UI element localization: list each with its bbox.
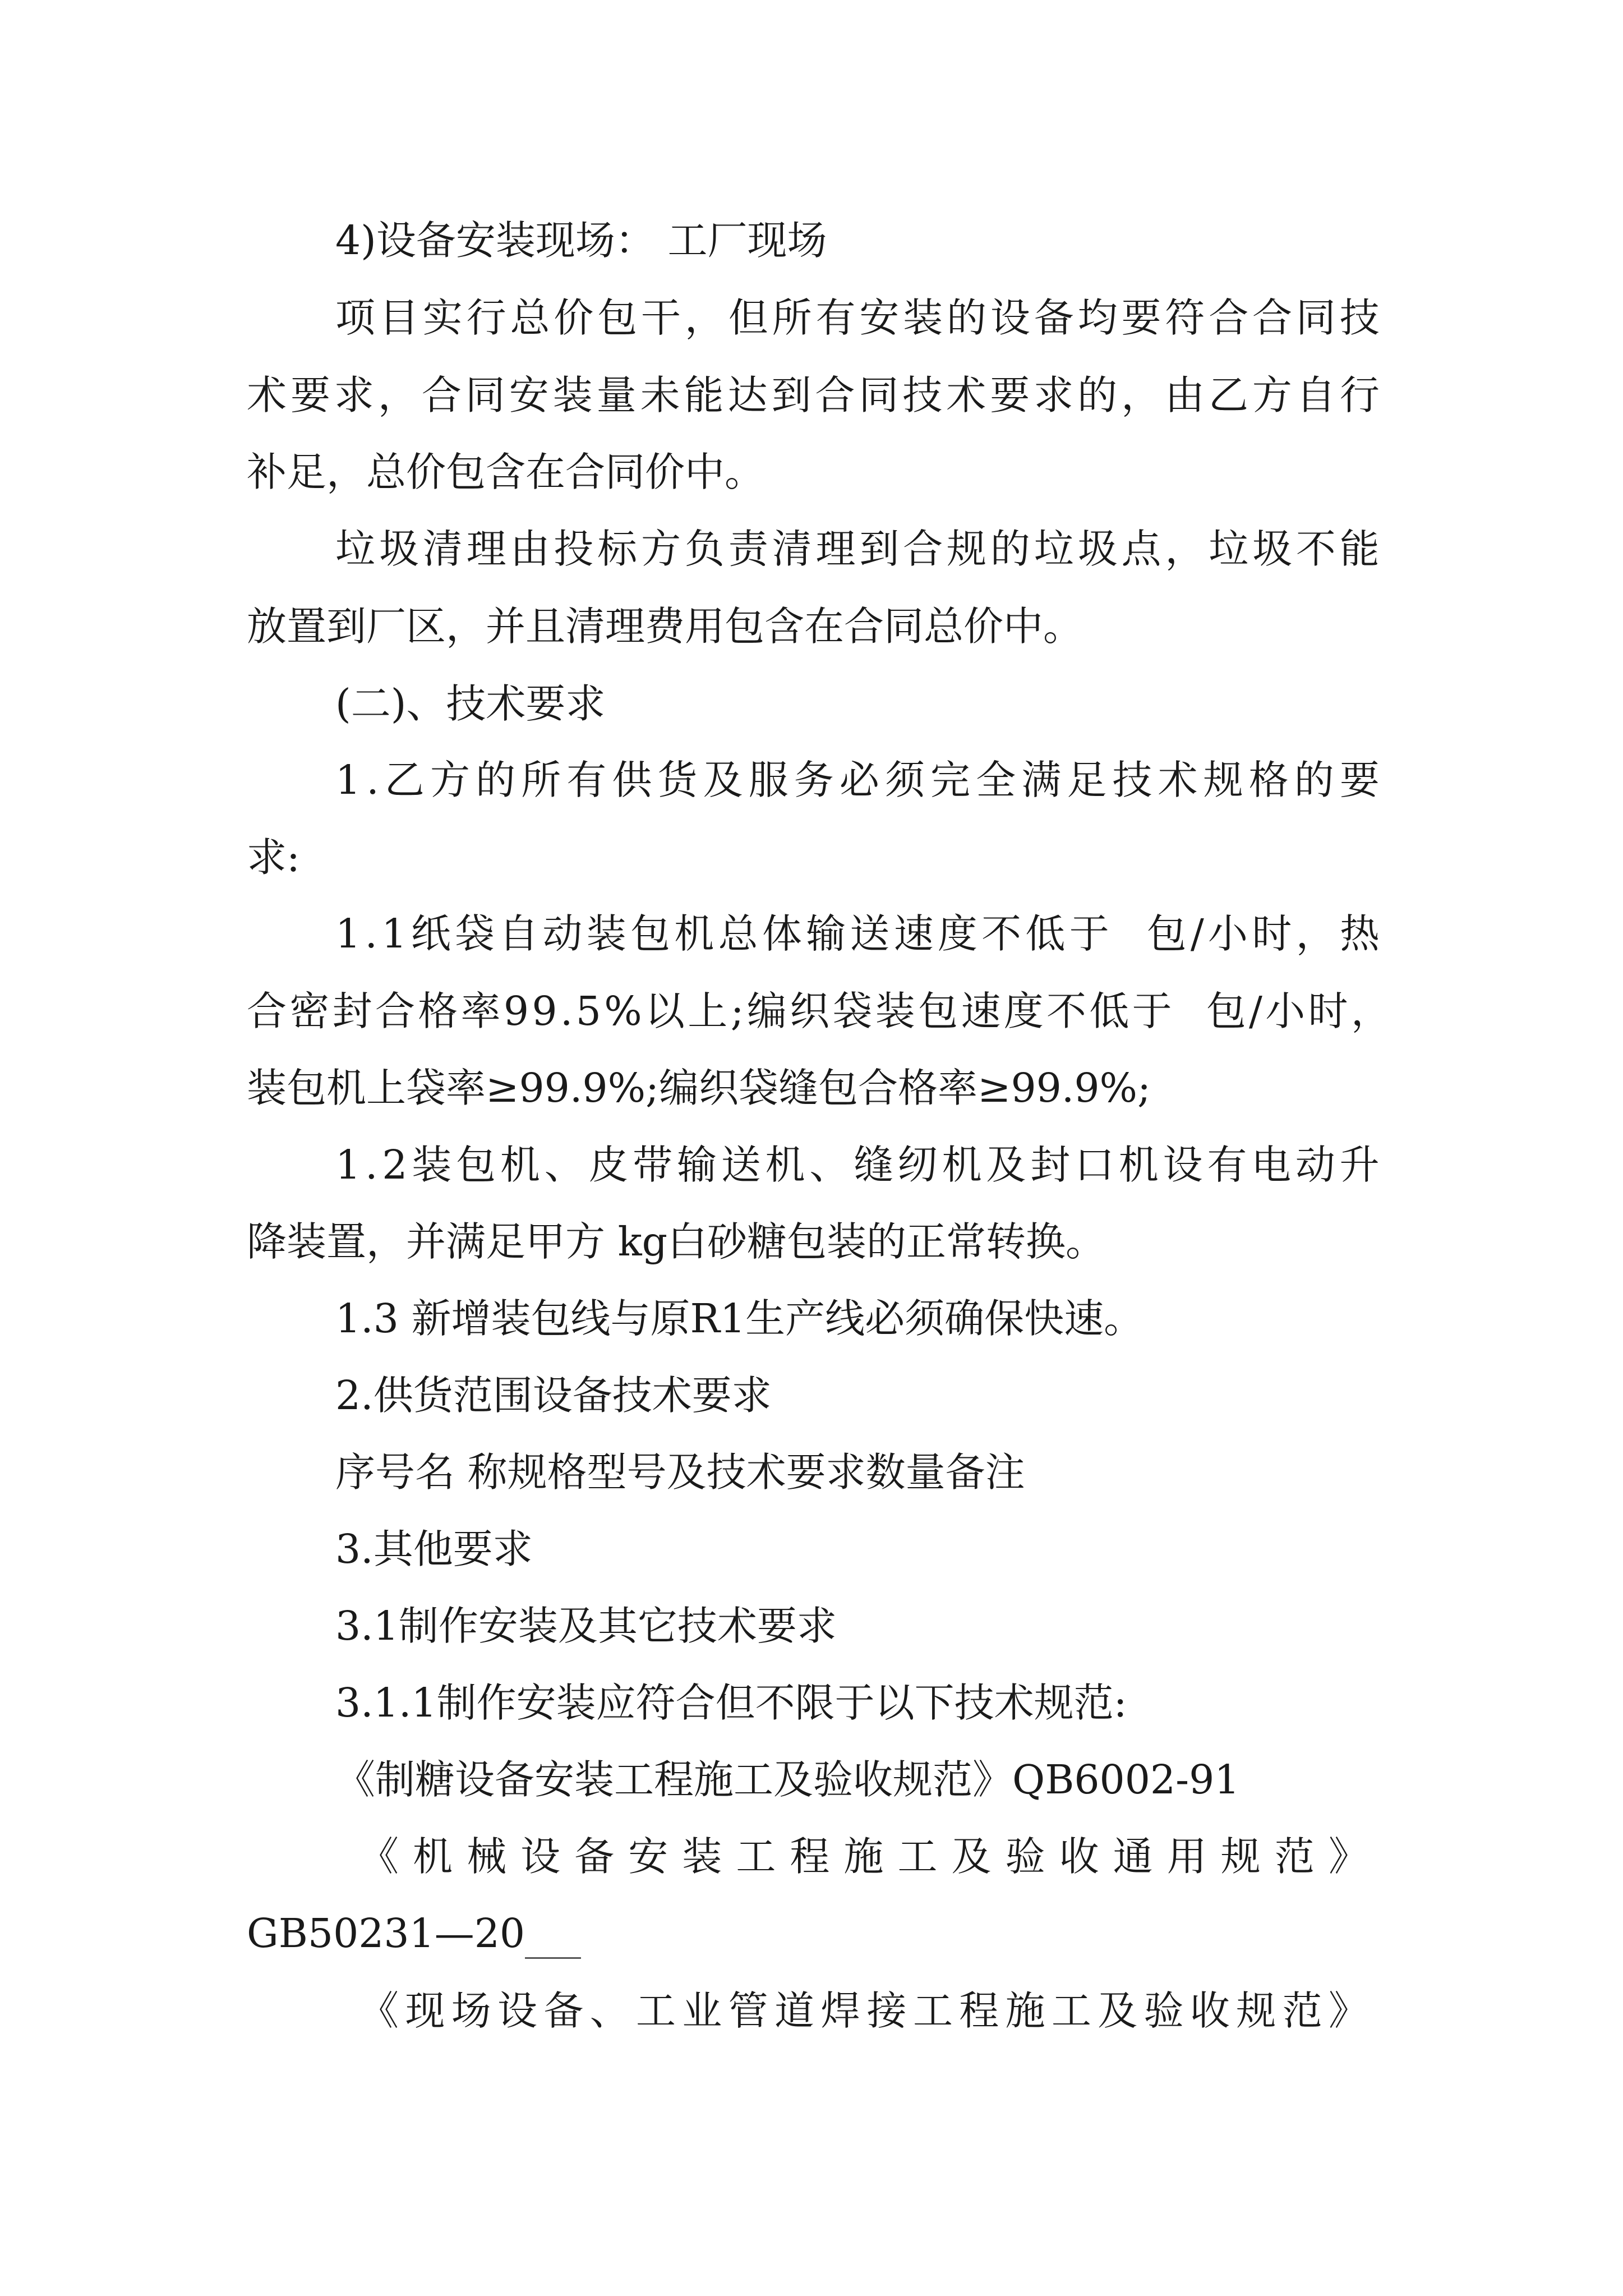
- blank-underline: [525, 1919, 581, 1959]
- text-line: 3.1.1制作安装应符合但不限于以下技术规范:: [335, 1680, 1127, 1726]
- section-heading: 3.其他要求: [335, 1526, 533, 1572]
- text-line: 1.3 新增装包线与原R1生产线必须确保快速。: [335, 1295, 1144, 1342]
- text-line: 4)设备安装现场： 工厂现场: [335, 217, 827, 264]
- text-line: 术 要 求 ， 合 同 安 装 量 未 能 达 到 合 同 技 术 要 求 的 ， 由 乙 方 自 行: [247, 372, 1380, 418]
- text-line: 求:: [247, 834, 300, 881]
- text-line: 2.供货范围设备技术要求: [335, 1372, 772, 1419]
- standard-code-text: GB50231—20: [247, 1910, 525, 1957]
- text-line: 补足，总价包含在合同价中。: [247, 449, 765, 495]
- standard-reference: 《 机 械 设 备 安 装 工 程 施 工 及 验 收 通 用 规 范 》: [359, 1833, 1368, 1880]
- standard-reference: 《制糖设备安装工程施工及验收规范》QB6002-91: [335, 1756, 1240, 1803]
- text-line: 合 密 封 合 格 率 9 9 . 5 % 以 上 ; 编 织 袋 装 包 速 度 不 低 于 包 / 小 时 ，: [247, 988, 1391, 1034]
- text-line: 装包机上袋率≥99.9%;编织袋缝包合格率≥99.9%;: [247, 1065, 1151, 1111]
- text-line: 垃 圾 清 理 由 投 标 方 负 责 清 理 到 合 规 的 垃 圾 点 ， 垃 圾 不 能: [335, 526, 1380, 572]
- text-line: 1 . 2 装 包 机 、 皮 带 输 送 机 、 缝 纫 机 及 封 口 机 设 有 电 动 升: [335, 1142, 1380, 1188]
- standard-code: [247, 1908, 581, 1959]
- text-line: 降装置，并满足甲方 kg白砂糖包装的正常转换。: [247, 1218, 1106, 1265]
- text-line: 项 目 实 行 总 价 包 干 ， 但 所 有 安 装 的 设 备 均 要 符 合 合 同 技: [335, 295, 1380, 341]
- text-line: 1 . 乙 方 的 所 有 供 货 及 服 务 必 须 完 全 满 足 技 术 规 格 的 要: [335, 757, 1380, 803]
- text-line: 放置到厂区，并且清理费用包含在合同总价中。: [247, 603, 1083, 650]
- standard-reference: 《 现 场 设 备 、 工 业 管 道 焊 接 工 程 施 工 及 验 收 规 范 》: [359, 1987, 1368, 2034]
- text-line: 3.1制作安装及其它技术要求: [335, 1603, 837, 1649]
- text-line: 1 . 1 纸 袋 自 动 装 包 机 总 体 输 送 速 度 不 低 于 包 / 小 时 ， 热: [335, 910, 1380, 957]
- table-header-text: 序号名 称规格型号及技术要求数量备注: [335, 1449, 1025, 1496]
- section-heading: (二)、技术要求: [335, 680, 606, 727]
